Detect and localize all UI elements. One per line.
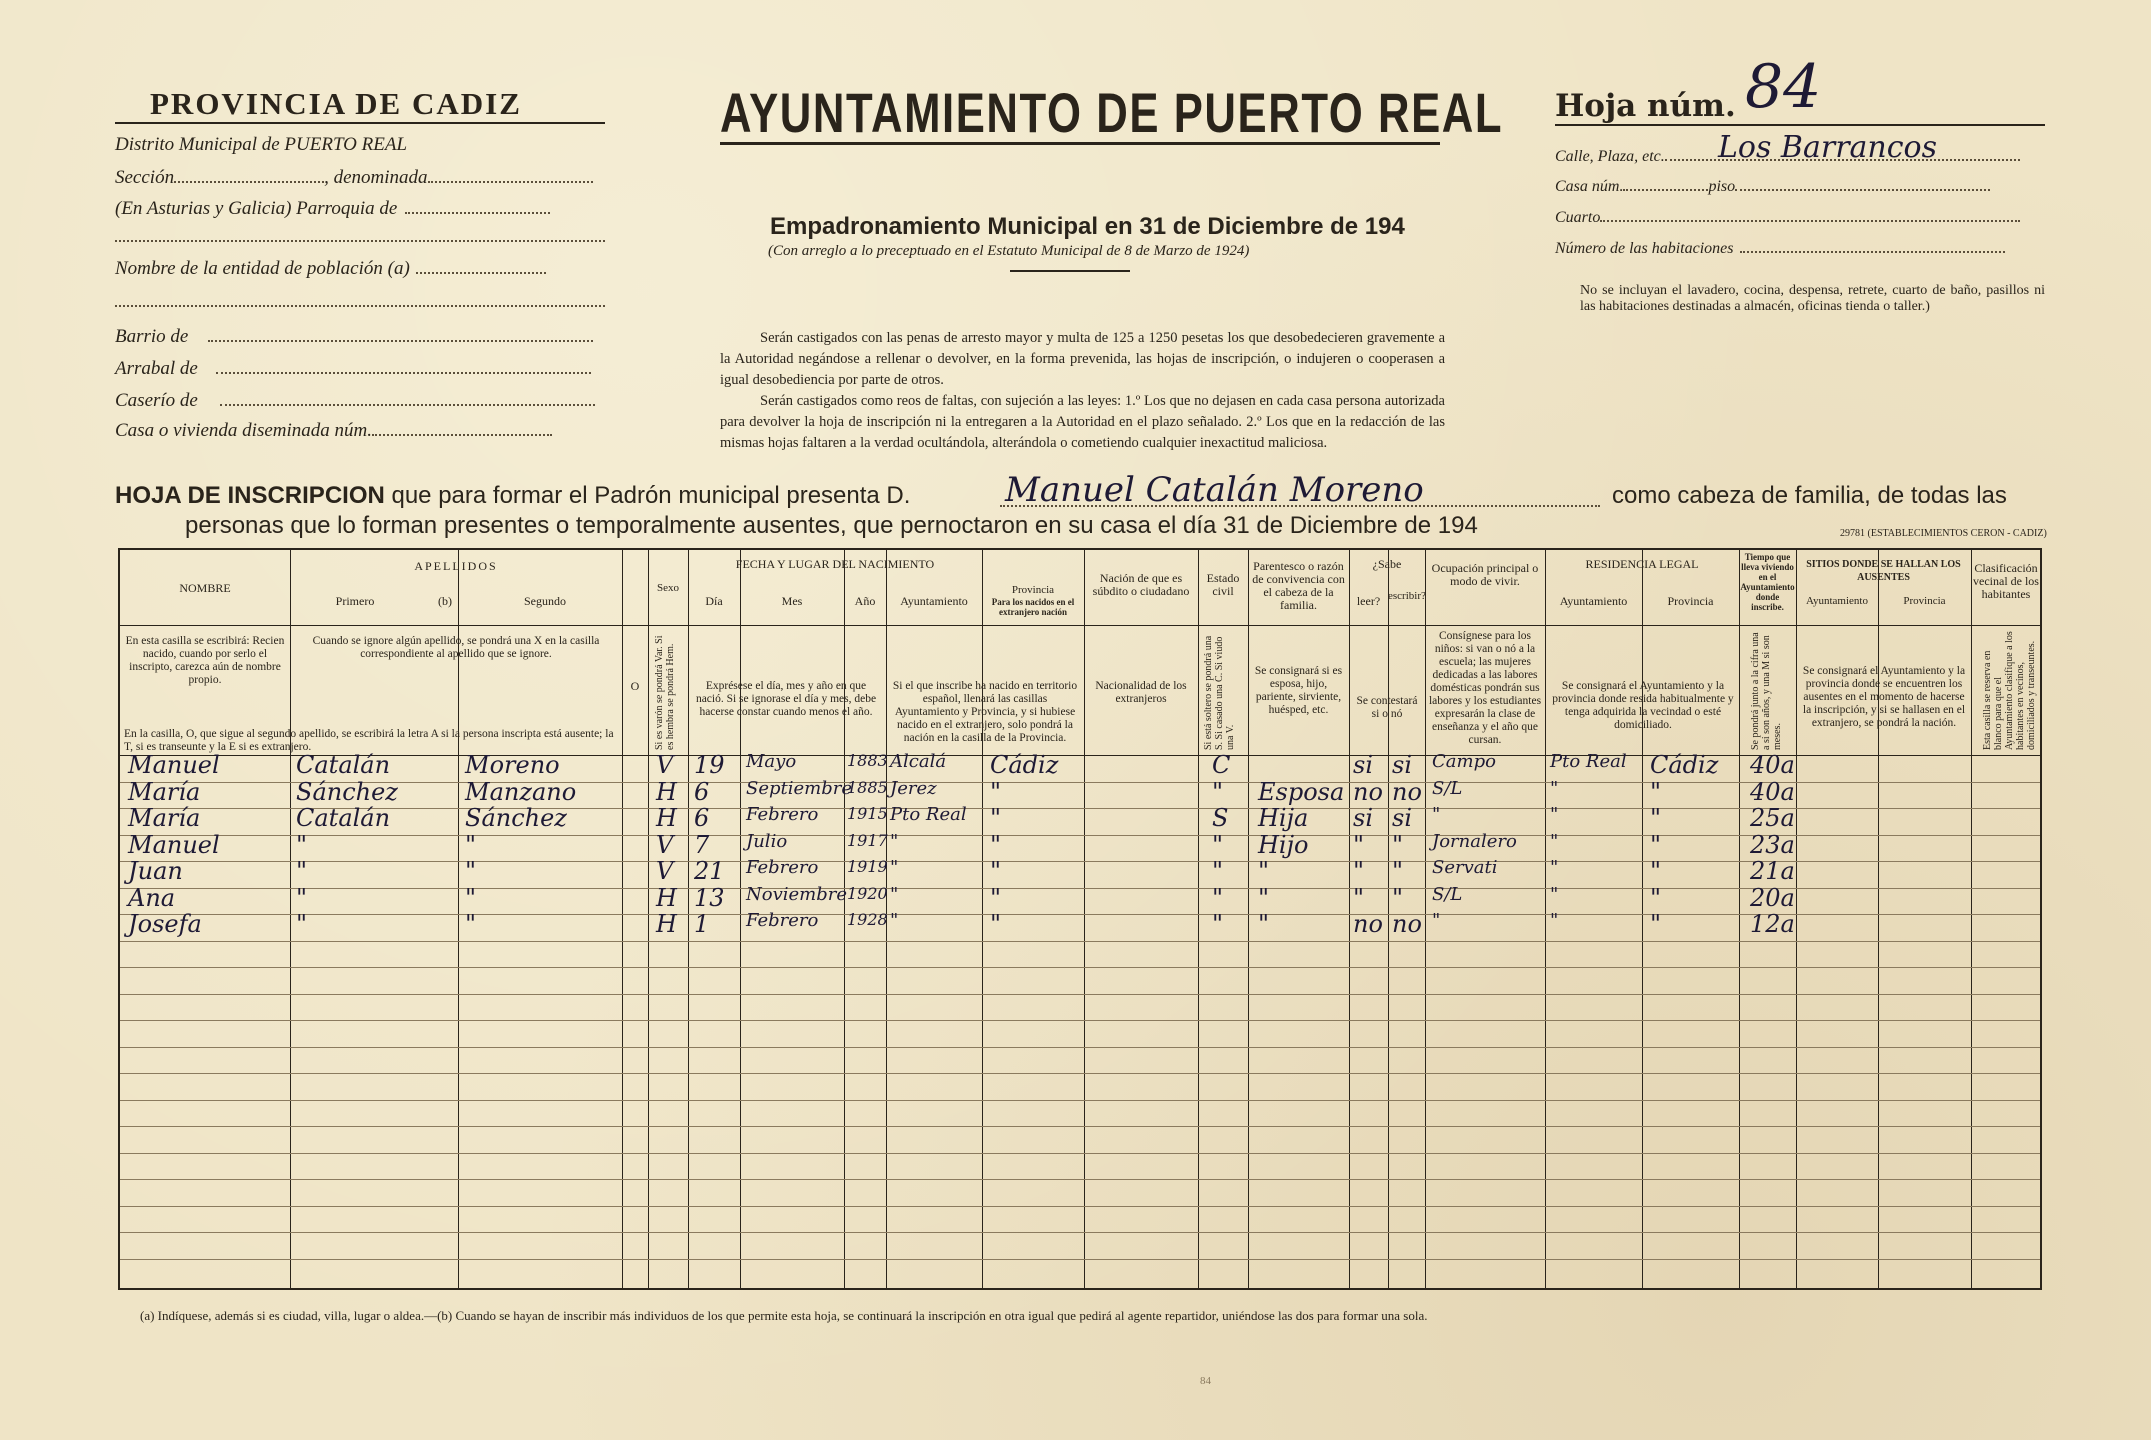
- cell-parentesco: Esposa: [1258, 777, 1345, 806]
- cell-prov: ": [990, 910, 1002, 938]
- cell-nombre: Manuel: [128, 830, 220, 859]
- parroquia-label: (En Asturias y Galicia) Parroquia de: [115, 198, 398, 219]
- col-line: [290, 550, 291, 1288]
- cell-parentesco: ": [1258, 857, 1270, 885]
- row-rule: [120, 941, 2040, 942]
- arrabal-label: Arrabal de: [115, 358, 198, 379]
- row-rule: [120, 1020, 2040, 1021]
- header-estado: Estado civil: [1206, 571, 1240, 598]
- caserio-field: [220, 404, 595, 406]
- note-residencia: Se consignará el Ayuntamiento y la provincia donde resida habitualmente y tenga adquirida la vecindad o esté domiciliado.: [1552, 680, 1734, 731]
- col-line: [1388, 550, 1389, 1288]
- cell-prov: ": [990, 804, 1002, 832]
- cell-ayto: ": [890, 830, 899, 852]
- barrio-line: [115, 326, 593, 348]
- casa-line: [115, 420, 552, 442]
- head-name-field: [1000, 505, 1600, 507]
- cell-prov: ": [990, 857, 1002, 885]
- casa-label: Casa o vivienda diseminada núm.: [115, 420, 373, 441]
- cell-segundo: ": [465, 857, 477, 885]
- piso-label: piso: [1708, 178, 1736, 195]
- caserio-line: [115, 390, 595, 412]
- cell-prov: ": [990, 777, 1002, 806]
- header-rule: [120, 625, 2040, 626]
- row-rule: [120, 1047, 2040, 1048]
- cell-prov: ": [990, 883, 1002, 912]
- cuarto-field: [1600, 220, 2020, 222]
- cell-res-prov: ": [1650, 883, 1662, 912]
- header-sexo: Sexo: [657, 582, 679, 594]
- cell-tiempo: 40a: [1750, 751, 1795, 779]
- cell-mes: Septiembre: [746, 777, 852, 799]
- ayuntamiento-title: AYUNTAMIENTO DE PUERTO REAL: [720, 81, 1504, 144]
- calle-label: Calle, Plaza, etc.: [1555, 148, 1665, 165]
- cell-primero: ": [296, 910, 308, 938]
- note-casilla-o: En la casilla, O, que sigue al segundo apellido, se escribirá la letra A si la persona inscripta está ausente; la T, si es transeunte y la E si es extranjero.: [124, 728, 614, 753]
- seccion-line: [115, 167, 593, 189]
- cell-anio: 1920: [847, 883, 888, 903]
- cell-estado: C: [1212, 751, 1231, 779]
- cell-sexo: H: [656, 777, 677, 806]
- cell-segundo: Moreno: [465, 751, 560, 779]
- cell-ayto: ": [890, 857, 899, 878]
- cell-ocup: S/L: [1432, 777, 1463, 799]
- header-primero: Primero: [335, 594, 375, 608]
- caserio-label: Caserío de: [115, 390, 198, 411]
- col-line: [622, 550, 623, 1288]
- header-res-provincia: Provincia: [1667, 594, 1714, 608]
- header-ocupacion: Ocupación principal o modo de vivir.: [1431, 561, 1539, 588]
- cell-anio: 1928: [847, 910, 888, 929]
- casa-num-line: [1555, 178, 1990, 196]
- cell-sexo: H: [656, 883, 677, 912]
- blank-line: [115, 305, 605, 307]
- estatuto-subtitle: (Con arreglo a lo preceptuado en el Estatuto Municipal de 8 de Marzo de 1924): [768, 243, 1250, 259]
- habitaciones-field: [1740, 251, 2005, 253]
- cell-res-ayto: ": [1550, 910, 1559, 931]
- cell-anio: 1915: [847, 804, 888, 823]
- cell-dia: 6: [694, 777, 710, 806]
- cell-escribir: ": [1392, 830, 1404, 859]
- ornament-divider: [1010, 270, 1130, 272]
- footnote: (a) Indíquese, además si es ciudad, villa, lugar o aldea.—(b) Cuando se hayan de inscribir más individuos de los que permite esta hoja, se continuará la inscripción en otra igual que pedirá al agente repartidor, uniéndose las dos para formar una sola.: [140, 1308, 1428, 1323]
- header-tiempo: Tiempo que lleva viviendo en el Ayuntamiento donde inscribe.: [1740, 552, 1795, 612]
- col-line: [1198, 550, 1199, 1288]
- cell-ayto: Pto Real: [890, 804, 967, 825]
- cell-anio: 1885: [847, 777, 888, 797]
- header-leer: leer?: [1356, 594, 1381, 608]
- cell-dia: 21: [694, 857, 725, 885]
- cell-estado: ": [1212, 857, 1224, 885]
- cuarto-label: Cuarto: [1555, 209, 1601, 226]
- parroquia-line: [115, 198, 550, 220]
- arrabal-field: [216, 372, 591, 374]
- note-sabe: Se contestará si o nó: [1356, 695, 1418, 720]
- cell-tiempo: 25a: [1750, 804, 1795, 832]
- casa-num-label: Casa núm.: [1555, 178, 1624, 195]
- note-sexo: Si es varón se pondrá Var. Si es hembra se pondrá Hem.: [654, 635, 676, 750]
- cuarto-line: [1555, 209, 2020, 227]
- col-line: [844, 550, 845, 1288]
- cell-segundo: Sánchez: [465, 804, 567, 832]
- page-mark: 84: [1200, 1375, 1211, 1387]
- cell-ayto: ": [890, 883, 899, 905]
- penalty-paragraph-2: Serán castigados como reos de faltas, con sujeción a las leyes: 1.º Los que no dejasen en cada casa persona autorizada para devolver la hoja de inscripción ni la entregaren a la Autoridad en el plazo señalado. 2.º Los que en la redacción de las mismas hojas faltaren a la verdad ocultándola, alterándola o cometiendo cualquier inexactitud maliciosa.: [720, 393, 1445, 451]
- note-parentesco: Se consignará si es esposa, hijo, pariente, sirviente, huésped, etc.: [1254, 665, 1343, 716]
- header-sabe: ¿Sabe: [1372, 557, 1402, 571]
- cell-tiempo: 23a: [1750, 830, 1795, 859]
- header-nombre: NOMBRE: [179, 581, 231, 595]
- divider: [1555, 124, 2045, 126]
- note-ocupacion: Consígnese para los niños: si van o nó a la escuela; las mujeres dedicadas a las labores domésticas pondrán sus labores y los estudiantes expresarán la clase de enseñanza y el año que cursan.: [1428, 630, 1542, 746]
- cell-primero: Catalán: [296, 804, 391, 832]
- row-rule: [120, 1206, 2040, 1207]
- cell-escribir: no: [1392, 777, 1422, 806]
- divider: [115, 122, 605, 124]
- col-line: [1971, 550, 1972, 1288]
- cell-sexo: H: [656, 804, 677, 832]
- cell-res-prov: Cádiz: [1650, 751, 1719, 779]
- header-provincia-note: Para los nacidos en el extranjero nación: [991, 597, 1075, 617]
- row-rule: [120, 1100, 2040, 1101]
- cell-parentesco: Hija: [1258, 804, 1309, 832]
- hoja-label: Hoja núm.: [1555, 88, 1736, 124]
- cell-mes: Julio: [746, 830, 788, 852]
- cell-escribir: si: [1392, 804, 1412, 832]
- cell-dia: 6: [694, 804, 710, 832]
- cell-res-ayto: ": [1550, 804, 1559, 825]
- cell-sexo: V: [656, 830, 674, 859]
- note-fecha: Exprésese el día, mes y año en que nació. Si se ignorase el día y mes, debe hacerse constar cuando menos el año.: [695, 680, 877, 718]
- cell-estado: ": [1212, 883, 1224, 912]
- cell-mes: Mayo: [746, 751, 797, 772]
- denominada-label: , denominada: [324, 167, 428, 188]
- note-nacionalidad: Nacionalidad de los extranjeros: [1095, 680, 1187, 705]
- cell-primero: ": [296, 857, 308, 885]
- header-sit-ayuntamiento: Ayuntamiento: [1806, 595, 1868, 607]
- cell-leer: ": [1353, 830, 1365, 859]
- barrio-field: [208, 340, 593, 342]
- empadronamiento-title: Empadronamiento Municipal en 31 de Diciembre de 194: [770, 213, 1405, 240]
- cell-res-prov: ": [1650, 830, 1662, 859]
- cell-mes: Noviembre: [746, 883, 848, 905]
- cell-estado: S: [1212, 804, 1229, 832]
- cell-primero: ": [296, 883, 308, 912]
- inscripcion-text-2: como cabeza de familia, de todas las: [1612, 482, 2007, 509]
- cell-ocup: Campo: [1432, 751, 1496, 772]
- cell-escribir: ": [1392, 857, 1404, 885]
- header-provincia: Provincia: [1011, 584, 1055, 596]
- cell-res-ayto: ": [1550, 830, 1559, 852]
- row-rule: [120, 967, 2040, 968]
- barrio-label: Barrio de: [115, 326, 189, 347]
- header-sitios: SITIOS DONDE SE HALLAN LOS AUSENTES: [1806, 559, 1961, 583]
- note-lugar: Si el que inscribe ha nacido en territorio español, llenará las casillas Ayuntamiento y Provincia, y si hubiese nacido en el extranjero, solo pondrá la nación en la casilla de la Provincia.: [892, 680, 1078, 744]
- note-apellidos: Cuando se ignore algún apellido, se pondrá una X en la casilla correspondiente al apellido que se ignore.: [312, 635, 600, 660]
- piso-field: [1735, 189, 1990, 191]
- row-rule: [120, 1232, 2040, 1233]
- entidad-field: [416, 272, 546, 274]
- cell-res-ayto: ": [1550, 857, 1559, 878]
- denominada-field: [428, 181, 593, 183]
- head-of-family-name: Manuel Catalán Moreno: [1005, 470, 1424, 510]
- casa-field: [372, 434, 552, 436]
- provincia-title: PROVINCIA DE CADIZ: [150, 86, 522, 121]
- header-anio: Año: [854, 594, 876, 608]
- entidad-line: [115, 258, 546, 280]
- cell-primero: Sánchez: [296, 777, 398, 806]
- row-rule: [120, 994, 2040, 995]
- cell-segundo: Manzano: [465, 777, 577, 806]
- cell-prov: Cádiz: [990, 751, 1059, 779]
- col-line: [1248, 550, 1249, 1288]
- header-mes: Mes: [781, 594, 803, 608]
- col-line: [648, 550, 649, 1288]
- cell-tiempo: 12a: [1750, 910, 1795, 938]
- habitaciones-label: Número de las habitaciones: [1555, 240, 1734, 257]
- cell-escribir: no: [1392, 910, 1422, 938]
- cell-mes: Febrero: [746, 804, 819, 825]
- cell-prov: ": [990, 830, 1002, 859]
- row-rule: [120, 1153, 2040, 1154]
- cell-anio: 1919: [847, 857, 888, 876]
- cell-res-ayto: Pto Real: [1550, 751, 1627, 772]
- cell-tiempo: 40a: [1750, 777, 1795, 806]
- cell-nombre: María: [128, 804, 201, 832]
- cell-segundo: ": [465, 830, 477, 859]
- arrabal-line: [115, 358, 591, 380]
- print-code: 29781 (ESTABLECIMIENTOS CERON - CADIZ): [1840, 528, 2047, 539]
- inscripcion-text-1: que para formar el Padrón municipal presenta D.: [391, 482, 911, 509]
- cell-escribir: si: [1392, 751, 1412, 779]
- cell-ocup: S/L: [1432, 883, 1463, 905]
- cell-sexo: H: [656, 910, 677, 938]
- header-segundo: Segundo: [524, 594, 566, 608]
- cell-segundo: ": [465, 883, 477, 912]
- cell-mes: Febrero: [746, 857, 819, 878]
- penalty-paragraph-1: Serán castigados con las penas de arresto mayor y multa de 125 a 1250 pesetas los que desobedecieren gravemente a la Autoridad negándose a rellenar o devolver, en la forma prevenida, las hojas de inscripción, o indujeren o cooperasen a igual desobediencia por parte de otros.: [720, 330, 1445, 388]
- cell-leer: si: [1353, 804, 1373, 832]
- header-dia: Día: [705, 594, 723, 608]
- header-parentesco: Parentesco o razón de convivencia con el cabeza de la familia.: [1252, 559, 1345, 612]
- note-tiempo: Se pondrá junto a la cifra una a si son años, y una M si son meses.: [1750, 632, 1783, 750]
- col-line: [1349, 550, 1350, 1288]
- casa-num-field: [1623, 189, 1708, 191]
- col-line: [1642, 550, 1643, 1288]
- cell-res-ayto: ": [1550, 777, 1559, 799]
- cell-sexo: V: [656, 857, 674, 885]
- cell-ayto: Alcalá: [890, 751, 947, 772]
- header-b: (b): [438, 594, 452, 608]
- cell-sexo: V: [656, 751, 674, 779]
- cell-parentesco: ": [1258, 883, 1270, 912]
- cell-res-prov: ": [1650, 910, 1662, 938]
- header-residencia: RESIDENCIA LEGAL: [1585, 557, 1699, 571]
- calle-value: Los Barrancos: [1718, 130, 1937, 165]
- cell-leer: si: [1353, 751, 1373, 779]
- divider: [720, 142, 1440, 145]
- col-line: [1878, 550, 1879, 1288]
- cell-res-prov: ": [1650, 857, 1662, 885]
- cell-dia: 7: [694, 830, 710, 859]
- cell-ocup: Jornalero: [1432, 830, 1517, 852]
- row-rule: [120, 1259, 2040, 1260]
- note-ausentes: Se consignará el Ayuntamiento y la provincia donde se encuentren los ausentes en el momento de hacerse la inscripción, y si se hallasen en el extranjero, se pondrá la nación.: [1802, 665, 1966, 729]
- cell-nombre: Ana: [128, 883, 176, 912]
- cell-primero: ": [296, 830, 308, 859]
- inscripcion-line-1: [115, 482, 910, 510]
- col-line: [1739, 550, 1740, 1288]
- header-nacion: Nación de que es súbdito o ciudadano: [1092, 571, 1190, 598]
- cell-mes: Febrero: [746, 910, 819, 931]
- col-line: [1425, 550, 1426, 1288]
- cell-dia: 1: [694, 910, 710, 938]
- col-line: [982, 550, 983, 1288]
- cell-leer: no: [1353, 777, 1383, 806]
- note-clasificacion: Esta casilla se reserva en blanco para que el Ayuntamiento clasifique a los habitantes en vecinos, domiciliados y transeuntes.: [1982, 631, 2037, 750]
- hoja-number: 84: [1745, 52, 1822, 122]
- cell-parentesco: Hijo: [1258, 830, 1309, 859]
- distrito-label: Distrito Municipal de PUERTO REAL: [115, 134, 408, 155]
- cell-ayto: Jerez: [890, 777, 937, 799]
- parroquia-field: [405, 212, 550, 214]
- cell-parentesco: ": [1258, 910, 1270, 938]
- col-line: [740, 550, 741, 1288]
- seccion-label: Sección: [115, 167, 175, 188]
- cell-estado: ": [1212, 777, 1224, 806]
- cell-ocup: Servati: [1432, 857, 1498, 878]
- inscripcion-lead: HOJA DE INSCRIPCION: [115, 482, 385, 509]
- row-rule: [120, 1126, 2040, 1127]
- blank-line: [115, 240, 605, 242]
- habitaciones-note: No se incluyan el lavadero, cocina, despensa, retrete, cuarto de baño, pasillos ni las habitaciones destinadas a almacén, oficinas tienda o taller.): [1580, 283, 2045, 314]
- entidad-label: Nombre de la entidad de población (a): [115, 258, 410, 279]
- cell-leer: no: [1353, 910, 1383, 938]
- header-clasificacion: Clasificación vecinal de los habitantes: [1973, 561, 2039, 601]
- header-o: O: [630, 679, 640, 693]
- cell-escribir: ": [1392, 883, 1404, 912]
- row-rule: [120, 1179, 2040, 1180]
- census-table: [118, 548, 2042, 1290]
- cell-ocup: ": [1432, 804, 1441, 825]
- header-fecha-lugar: FECHA Y LUGAR DEL NACIMIENTO: [735, 557, 935, 571]
- header-res-ayuntamiento: Ayuntamiento: [1559, 594, 1628, 608]
- note-estado: Si está soltero se pondrá una S. Si casado una C. Si viudo una V.: [1203, 635, 1236, 750]
- cell-dia: 13: [694, 883, 725, 912]
- header-escribir: escribir?: [1388, 590, 1426, 602]
- col-line: [1084, 550, 1085, 1288]
- header-apellidos: APELLIDOS: [414, 559, 498, 573]
- inscripcion-line-2: personas que lo forman presentes o temporalmente ausentes, que pernoctaron en su casa el día 31 de Diciembre de 194: [185, 512, 1478, 539]
- cell-nombre: María: [128, 777, 201, 806]
- cell-leer: ": [1353, 857, 1365, 885]
- row-rule: [120, 1073, 2040, 1074]
- cell-res-ayto: ": [1550, 883, 1559, 905]
- col-line: [688, 550, 689, 1288]
- cell-nombre: Manuel: [128, 751, 220, 779]
- cell-ocup: ": [1432, 910, 1441, 931]
- seccion-field: [174, 181, 324, 183]
- cell-res-prov: ": [1650, 804, 1662, 832]
- habitaciones-line: [1555, 240, 2005, 258]
- cell-res-prov: ": [1650, 777, 1662, 806]
- cell-tiempo: 20a: [1750, 883, 1795, 912]
- col-line: [1796, 550, 1797, 1288]
- cell-nombre: Josefa: [128, 910, 202, 938]
- cell-dia: 19: [694, 751, 725, 779]
- cell-segundo: ": [465, 910, 477, 938]
- cell-nombre: Juan: [128, 857, 183, 885]
- cell-tiempo: 21a: [1750, 857, 1795, 885]
- cell-estado: ": [1212, 910, 1224, 938]
- header-ayuntamiento: Ayuntamiento: [900, 594, 968, 608]
- cell-estado: ": [1212, 830, 1224, 859]
- cell-ayto: ": [890, 910, 899, 931]
- note-nombre: En esta casilla se escribirá: Recien nacido, cuando por serlo el inscripto, carezca aún de nombre propio.: [125, 635, 285, 686]
- cell-primero: Catalán: [296, 751, 391, 779]
- header-sit-provincia: Provincia: [1903, 595, 1946, 607]
- col-line: [1545, 550, 1546, 1288]
- cell-leer: ": [1353, 883, 1365, 912]
- cell-anio: 1917: [847, 830, 888, 850]
- cell-anio: 1883: [847, 751, 888, 770]
